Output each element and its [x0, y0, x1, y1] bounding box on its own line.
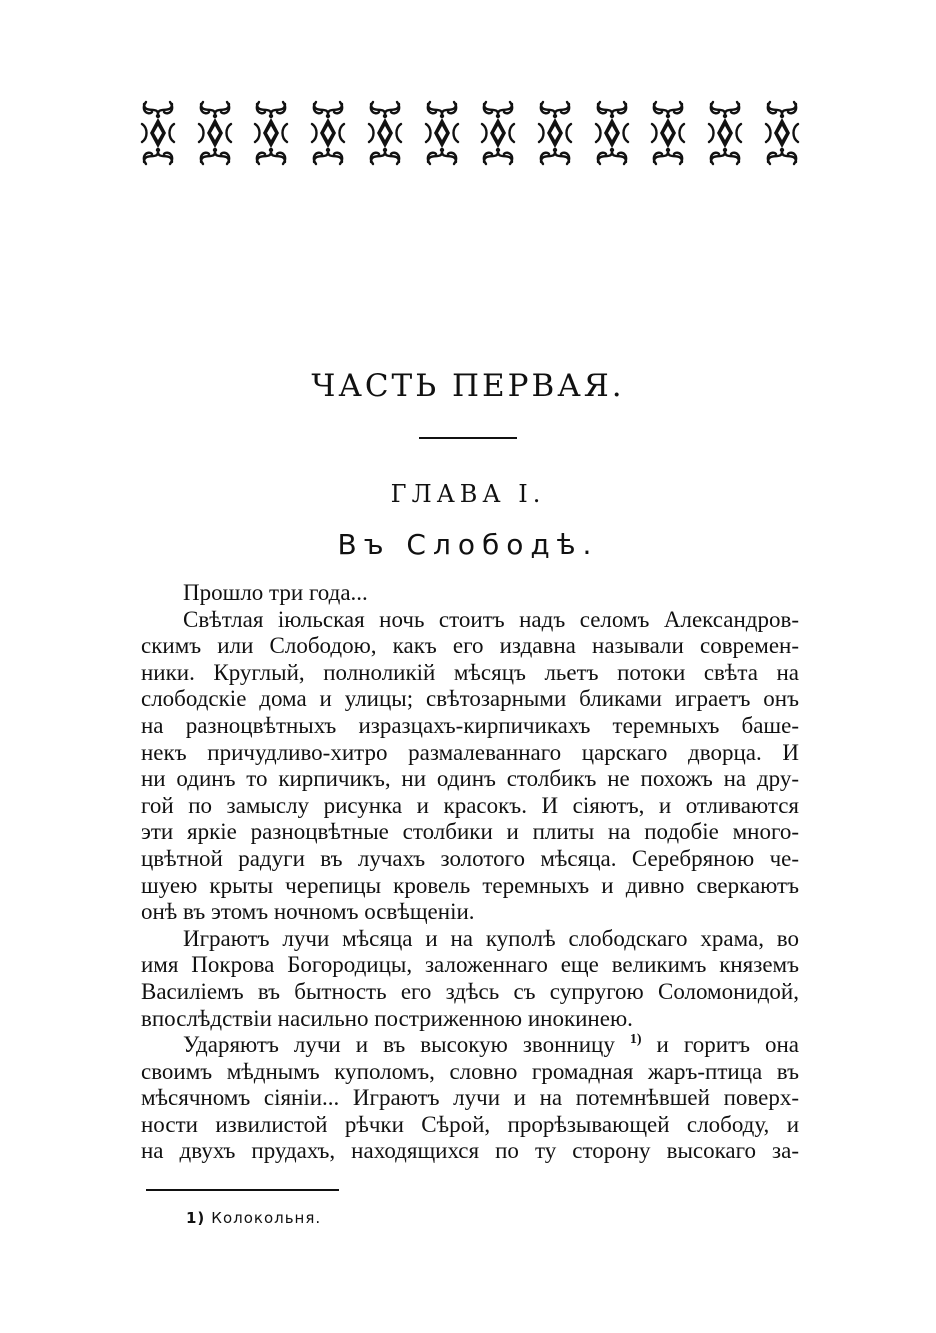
text-line: ни одинъ то кирпичикъ, ни одинъ столбикъ не похожъ на дру-: [141, 766, 799, 792]
text-line: некъ причудливо-хитро размалеваннаго царскаго дворца. И: [141, 739, 799, 765]
text-line: Свѣтлая іюльская ночь стоитъ надъ селомъ Александров-: [183, 606, 799, 632]
body-text: [141, 580, 799, 1165]
text-line: имя Покрова Богородицы, заложеннаго еще великимъ княземъ: [141, 952, 799, 978]
header-ornament-row: [138, 98, 802, 172]
text-line: онѣ въ этомъ ночномъ освѣщеніи.: [141, 899, 475, 925]
text-line: эти яркіе разноцвѣтные столбики и плиты на подобіе много-: [141, 819, 799, 845]
fleuron-ornament-icon: [138, 98, 178, 168]
text-line: Василіемъ въ бытность его здѣсь съ супругою Соломонидой,: [141, 978, 799, 1004]
text-line: мѣсячномъ сіяніи... Играютъ лучи и на потемнѣвшей поверх-: [141, 1085, 799, 1111]
text-line: Играютъ лучи мѣсяца и на куполѣ слободскаго храма, во: [183, 925, 799, 951]
footnote-divider: [146, 1189, 339, 1191]
footnote-reference[interactable]: 1): [629, 1032, 642, 1048]
text-line: на разноцвѣтныхъ изразцахъ-кирпичикахъ теремныхъ баше-: [141, 712, 799, 738]
fleuron-ornament-icon: [592, 98, 632, 168]
fleuron-ornament-icon: [422, 98, 462, 168]
fleuron-ornament-icon: [478, 98, 518, 168]
text-segment: Ударяютъ лучи и въ высокую звонницу: [183, 1032, 615, 1058]
text-line: ности извилистой рѣчки Сѣрой, прорѣзывающей слободу, и: [141, 1111, 799, 1137]
fleuron-ornament-icon: [535, 98, 575, 168]
text-line: ники. Круглый, полноликій мѣсяцъ льетъ потоки свѣта на: [141, 659, 799, 685]
text-line: цвѣтной радуги въ лучахъ золотого мѣсяца. Серебряною че-: [141, 845, 799, 871]
text-line: Прошло три года...: [183, 580, 368, 605]
chapter-subtitle: Въ Слободѣ.: [337, 528, 599, 561]
text-line: своимъ мѣднымъ куполомъ, словно громадная жаръ-птица въ: [141, 1058, 799, 1084]
text-line: шуею крыты черепицы кровель теремныхъ и дивно сверкаютъ: [141, 872, 799, 898]
text-line-with-footnote: [141, 1032, 799, 1059]
text-line: скимъ или Слободою, какъ его издавна называли современ-: [141, 633, 799, 659]
part-title: ЧАСТЬ ПЕРВАЯ.: [311, 368, 625, 404]
text-line: слободскіе дома и улицы; свѣтозарными бликами играетъ онъ: [141, 686, 799, 712]
text-line: на двухъ прудахъ, находящихся по ту сторону высокаго за-: [141, 1138, 799, 1164]
text-line: гой по замыслу рисунка и красокъ. И сіяютъ, и отливаются: [141, 792, 799, 818]
fleuron-ornament-icon: [195, 98, 235, 168]
fleuron-ornament-icon: [762, 98, 802, 168]
footnote: [186, 1209, 321, 1227]
footnote-mark: 1): [186, 1209, 206, 1227]
text-segment: и горитъ она: [656, 1032, 800, 1058]
fleuron-ornament-icon: [648, 98, 688, 168]
text-line: впослѣдствіи насильно постриженною инокинею.: [141, 1005, 633, 1031]
fleuron-ornament-icon: [705, 98, 745, 168]
chapter-title: ГЛАВА I.: [390, 480, 546, 508]
fleuron-ornament-icon: [308, 98, 348, 168]
title-divider: [419, 437, 517, 439]
fleuron-ornament-icon: [251, 98, 291, 168]
fleuron-ornament-icon: [365, 98, 405, 168]
footnote-text: Колокольня.: [211, 1209, 322, 1227]
